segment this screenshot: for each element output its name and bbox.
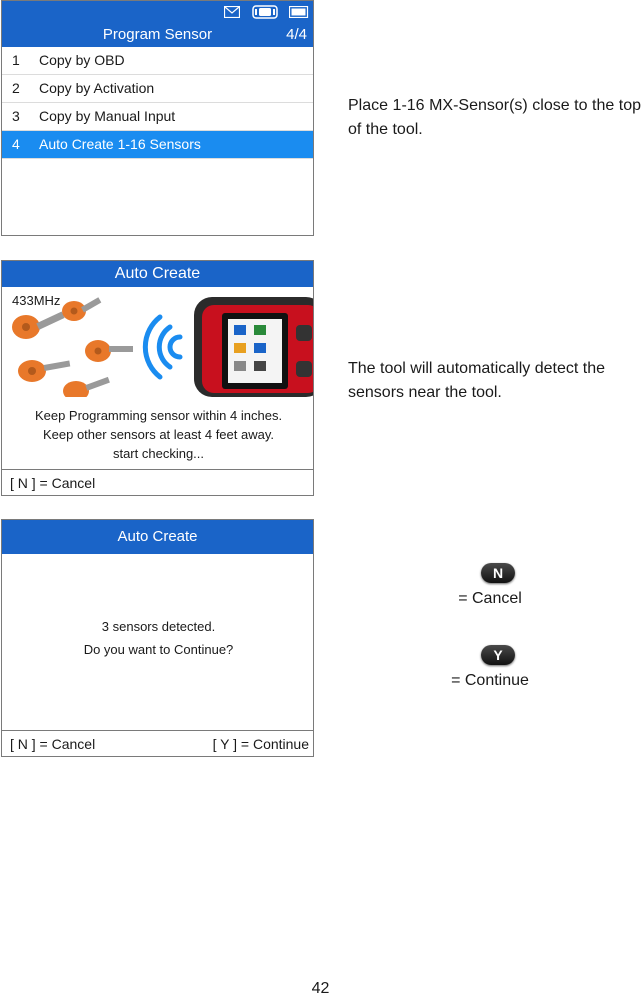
menu-item-label: Copy by Manual Input (39, 108, 176, 124)
instruction-line: Keep Programming sensor within 4 inches. (34, 408, 283, 423)
screen-title-bar (2, 520, 313, 554)
menu-item-copy-by-activation[interactable] (2, 75, 313, 103)
y-key-label: = Continue (451, 672, 529, 689)
program-sensor-screen (1, 0, 314, 236)
tpms-sensor-icon (63, 377, 110, 397)
menu-item-number: 4 (12, 136, 20, 152)
screen-title: Program Sensor (102, 26, 213, 43)
screen-title-bar (2, 23, 313, 47)
auto-create-scanning-screen (1, 260, 314, 496)
instruction-line: Keep other sensors at least 4 feet away. (42, 427, 274, 442)
menu-item-label: Copy by Activation (39, 80, 155, 96)
battery-icon (289, 6, 309, 18)
screen-title: Auto Create (117, 528, 198, 545)
continue-hint: [ Y ] = Continue (212, 736, 309, 752)
menu-item-number: 3 (12, 108, 20, 124)
page-indicator: 4/4 (286, 26, 307, 43)
auto-create-result-screen (1, 519, 314, 757)
cancel-hint: [ N ] = Cancel (10, 736, 96, 752)
n-key-label: = Cancel (458, 590, 522, 607)
screen-title-bar (2, 261, 313, 287)
menu-item-label: Copy by OBD (39, 52, 125, 68)
status-line: start checking... (112, 446, 205, 461)
step-description: The tool will automatically detect the sensors near the tool. (348, 360, 606, 401)
menu-item-number: 2 (12, 80, 20, 96)
wireless-signal-icon (145, 317, 180, 377)
cancel-hint: [ N ] = Cancel (2, 469, 314, 495)
mail-icon (224, 6, 240, 18)
page-number: 42 (311, 980, 330, 997)
menu-item-label: Auto Create 1-16 Sensors (39, 136, 201, 152)
status-bar (2, 1, 313, 23)
menu-item-copy-by-manual-input[interactable] (2, 103, 313, 131)
tpms-tool-icon (194, 297, 314, 397)
tpms-sensor-icon (12, 312, 65, 339)
menu-item-number: 1 (12, 52, 20, 68)
screen-title: Auto Create (114, 265, 201, 282)
continue-prompt: Do you want to Continue? (83, 642, 234, 657)
menu-item-copy-by-obd[interactable] (2, 47, 313, 75)
y-key-icon: Y (481, 645, 515, 665)
menu-item-auto-create[interactable] (2, 131, 313, 159)
tpms-sensor-icon (18, 360, 70, 382)
detection-result: 3 sensors detected. (101, 619, 216, 634)
tpms-sensor-icon (62, 297, 101, 321)
tpms-sensor-icon (85, 340, 133, 362)
screen-footer (2, 730, 314, 756)
step-description: Place 1-16 MX-Sensor(s) close to the top of the tool. (348, 97, 641, 138)
n-key-icon: N (481, 563, 515, 583)
frequency-label: 433MHz (12, 293, 61, 308)
vehicle-icon (252, 5, 278, 19)
